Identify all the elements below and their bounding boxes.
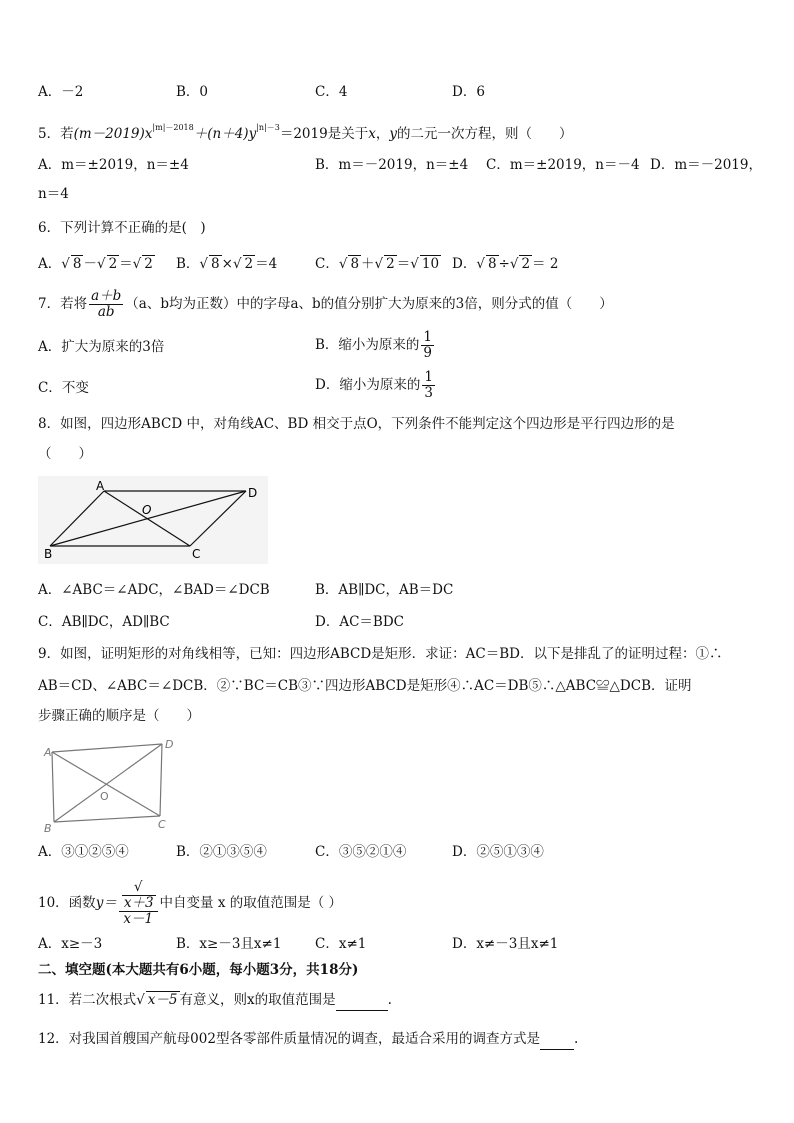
q5-option-d-cont: n＝4 — [38, 186, 69, 202]
q7-b-text: B．缩小为原来的 — [315, 337, 420, 353]
q8-stem: 8．如图，四边形ABCD 中，对角线AC、BD 相交于点O，下列条件不能判定这个四边形是平行四边形的是 — [38, 416, 675, 432]
q5-var-x: x — [368, 126, 376, 142]
q7-stem — [38, 289, 613, 320]
q7-d-denominator: 3 — [424, 385, 433, 401]
q5-option-b: B．m＝－2019，n＝±4 — [315, 157, 469, 173]
q7-b-fraction — [421, 330, 434, 361]
q8-paren: （ ） — [38, 446, 92, 462]
q8-option-c: C．AB∥DC，AD∥BC — [38, 614, 170, 630]
q6-a-operator: － — [83, 256, 97, 272]
q9-side-ad — [52, 744, 162, 752]
q9-label-o: O — [100, 790, 109, 803]
q7-stem-prefix: 7．若将 — [38, 296, 88, 312]
q9-label-a: A — [44, 746, 52, 759]
q6-b-radicand1: 8 — [211, 256, 220, 272]
q10-stem-suffix: 中自变量 x 的取值范围是（ ） — [159, 895, 343, 911]
q5-option-d: D．m＝－2019， — [650, 157, 762, 173]
q10-y-equals: y＝ — [95, 895, 117, 911]
q11-answer-blank[interactable] — [336, 990, 388, 1011]
q9-line2: AB＝CD、∠ABC＝∠DCB．②∵BC＝CB③∵四边形ABCD是矩形④∴AC＝DB⑤∴△ABC≌△DCB．证明 — [38, 678, 692, 694]
q5-stem-prefix: 5．若 — [38, 126, 74, 142]
q7-denominator: ab — [97, 304, 115, 320]
q7-d-text: D．缩小为原来的 — [315, 377, 421, 393]
q7-b-denominator: 9 — [423, 345, 433, 361]
q5-separator: ， — [375, 126, 390, 142]
q7-option-c: C．不变 — [38, 380, 89, 396]
q4-option-c: C．4 — [315, 84, 348, 100]
q4-option-b: B．0 — [176, 84, 209, 100]
q6-a-radicand1: 8 — [72, 256, 82, 272]
q11-suffix: 有意义，则x的取值范围是 — [179, 992, 336, 1008]
q5-exponent1: |m|－2018 — [152, 123, 194, 132]
q6-option-a: A．√ 8 －√ 2 ＝√ 2 — [38, 256, 153, 272]
q10-option-a: A．x≥－3 — [38, 936, 103, 952]
q9-diagonal-bd — [54, 744, 162, 822]
q9-line3: 步骤正确的顺序是（ ） — [38, 708, 200, 724]
q7-numerator: a＋b — [91, 288, 122, 304]
q6-stem: 6．下列计算不正确的是( ) — [38, 220, 206, 236]
q6-c-operator: ＋ — [361, 256, 375, 272]
q6-c-radicand1: 8 — [350, 256, 360, 272]
q6-option-c: C．√ 8 ＋√ 2 ＝√ 10 — [315, 256, 440, 272]
q10-option-c: C．x≠1 — [315, 936, 367, 952]
q5-option-a: A．m＝±2019，n＝±4 — [38, 157, 189, 173]
q6-d-radicand1: 8 — [487, 256, 497, 272]
q5-term3: ＝2019是关于 — [279, 126, 369, 142]
q6-a-radicand2: 2 — [108, 256, 118, 272]
q8-option-b: B．AB∥DC，AB＝DC — [315, 582, 454, 598]
q6-d-radicand2: 2 — [521, 256, 531, 272]
q9-line1: 9．如图，证明矩形的对角线相等，已知：四边形ABCD是矩形．求证：AC＝BD．以下是排乱了的证明过程：①∴ — [38, 646, 723, 662]
q6-b-operator: × — [221, 256, 233, 272]
section2-heading: 二、填空题(本大题共有6小题，每小题3分，共18分) — [38, 962, 359, 978]
q8-option-d: D．AC＝BDC — [315, 614, 404, 630]
q5-term1: (m－2019)x — [73, 126, 153, 142]
q6-a-radicand3: 2 — [144, 256, 153, 272]
q7-b-numerator: 1 — [423, 329, 433, 345]
q7-stem-suffix: （a、b均为正数）中的字母a、b的值分别扩大为原来的3倍，则分式的值（ ） — [125, 296, 613, 312]
q8-label-b: B — [44, 547, 53, 561]
q7-option-b — [315, 330, 436, 361]
q9-side-dc — [160, 744, 162, 816]
q10-stem-prefix: 10．函数 — [38, 895, 96, 911]
q6-d-equals: ＝ 2 — [532, 256, 559, 272]
q7-option-d — [315, 370, 437, 401]
q12-end: . — [573, 1031, 579, 1047]
q6-a-label: A． — [38, 256, 62, 272]
q5-term2: ＋(n＋4)y — [193, 126, 257, 142]
q6-a-equals: ＝ — [119, 256, 133, 272]
q8-label-c: C — [192, 547, 201, 561]
q6-option-b: B．√ 8 ×√ 2 ＝4 — [176, 256, 278, 272]
q6-b-radicand2: 2 — [244, 256, 254, 272]
q6-b-label: B． — [176, 256, 200, 272]
q5-stem-suffix: 的二元一次方程，则（ ） — [396, 126, 573, 142]
q6-b-equals: ＝4 — [255, 256, 278, 272]
q4-option-d: D．6 — [452, 84, 485, 100]
q9-label-d: D — [165, 738, 174, 751]
q7-option-a: A．扩大为原来的3倍 — [38, 339, 165, 355]
q6-c-equals: ＝ — [396, 256, 411, 272]
q6-c-radicand2: 2 — [386, 256, 395, 272]
q10-option-b: B．x≥－3且x≠1 — [176, 936, 282, 952]
q7-d-fraction — [422, 370, 435, 401]
q10-fraction: √ x＋3 x－1 — [119, 880, 158, 927]
q8-option-a: A．∠ABC＝∠ADC，∠BAD＝∠DCB — [38, 582, 270, 598]
q9-side-cb — [54, 816, 160, 822]
q11-radicand: x－5 — [147, 992, 178, 1008]
q11-end: . — [387, 992, 392, 1008]
q9-label-c: C — [158, 818, 166, 831]
q8-label-a: A — [96, 479, 105, 493]
q8-label-d: D — [248, 486, 258, 500]
q12-text: 12．对我国首艘国产航母002型各零部件质量情况的调查，最适合采用的调查方式是 — [38, 1031, 540, 1047]
q9-option-a: A．③①②⑤④ — [38, 844, 129, 860]
q8-label-o: O — [142, 503, 152, 517]
q10-option-d: D．x≠－3且x≠1 — [452, 936, 559, 952]
q10-numerator: x＋3 — [123, 895, 154, 911]
q9-label-b: B — [44, 822, 52, 834]
q10-denominator: x－1 — [123, 911, 154, 927]
q12-stem — [38, 1029, 578, 1050]
q9-option-d: D．②⑤①③④ — [452, 844, 544, 860]
q11-prefix: 11．若二次根式 — [38, 992, 137, 1008]
q10-stem — [38, 880, 342, 927]
q9-option-c: C．③⑤②①④ — [315, 844, 407, 860]
q11-stem: 11．若二次根式√ x－5 有意义，则x的取值范围是 . — [38, 990, 392, 1011]
q6-option-d: D．√ 8 ÷√ 2 ＝ 2 — [452, 256, 559, 272]
q12-answer-blank[interactable] — [540, 1029, 574, 1050]
q6-d-operator: ÷ — [498, 256, 510, 272]
q6-c-label: C． — [315, 256, 339, 272]
q9-option-b: B．②①③⑤④ — [176, 844, 267, 860]
q6-d-label: D． — [452, 256, 477, 272]
q5-option-c: C．m＝±2019，n＝－4 — [486, 157, 640, 173]
q7-fraction — [89, 289, 123, 320]
q5-stem — [38, 118, 572, 144]
q8-figure — [38, 476, 268, 564]
q4-option-a: A．－2 — [38, 84, 84, 100]
q9-figure — [40, 736, 185, 834]
q9-side-ba — [52, 752, 54, 822]
q6-c-radicand3: 10 — [421, 256, 440, 272]
q7-d-numerator: 1 — [424, 369, 433, 385]
q5-var-y: y — [389, 126, 397, 142]
q5-exponent2: |n|－3 — [256, 123, 280, 132]
